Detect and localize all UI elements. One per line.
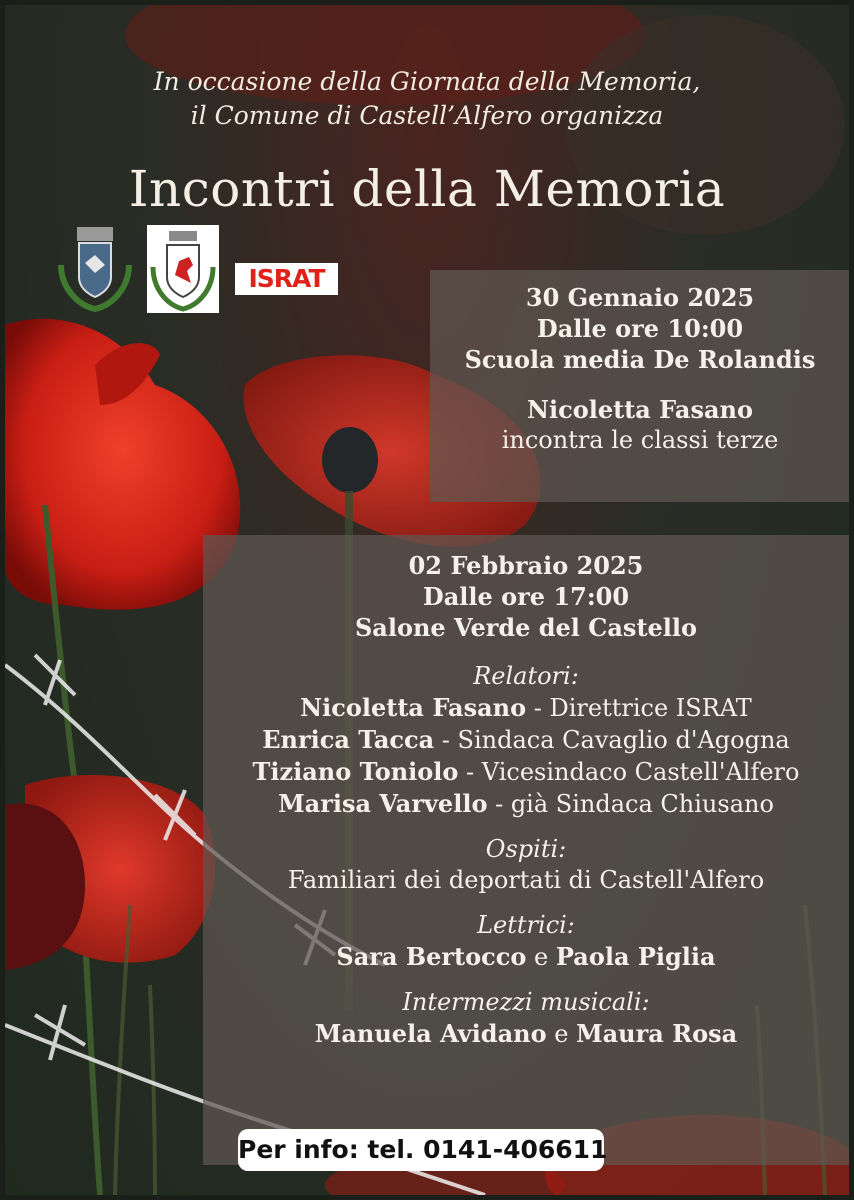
coat-of-arms-2-icon [147,225,219,313]
event-1-place: Scuola media De Rolandis [464,345,816,374]
relatore-name: Tiziano Toniolo [252,757,459,786]
event-1-date: 30 Gennaio 2025 [525,283,755,312]
relatore-role: - Sindaca Cavaglio d'Agogna [434,726,790,754]
event-2-place: Salone Verde del Castello [354,613,698,642]
coat-of-arms-1-icon [55,225,135,313]
musica-label: Intermezzi musicali: [402,988,650,1016]
intro-line-2: il Comune di Castell’Alfero organizza [190,101,664,130]
relatore-role: - già Sindaca Chiusano [487,790,774,818]
info-phone-badge[interactable]: Per info: tel. 0141-406611 [238,1129,604,1171]
relatore-name: Marisa Varvello [278,789,488,818]
lettrici-names [203,941,849,973]
poster [5,5,849,1195]
relatore-role: - Vicesindaco Castell'Alfero [458,758,800,786]
intro-line-1: In occasione della Giornata della Memoria, [153,67,701,96]
event-1-box [430,270,849,502]
page-title: Incontri della Memoria [128,160,726,218]
relatore-row [203,692,849,724]
relatore-name: Nicoletta Fasano [300,693,527,722]
conjunction: e [526,943,556,971]
lettrici-label: Lettrici: [477,911,575,939]
event-2-date: 02 Febbraio 2025 [408,551,644,580]
poppy-lower [5,775,215,970]
relatore-row [203,788,849,820]
relatore-row [203,724,849,756]
musica-names [203,1018,849,1050]
relatore-role: - Direttrice ISRAT [526,694,752,722]
ospiti-text: Familiari dei deportati di Castell'Alfero [287,866,765,894]
lettrice-name: Sara Bertocco [336,942,527,971]
event-1-description: incontra le classi terze [501,426,779,454]
event-1-speaker: Nicoletta Fasano [527,395,753,424]
intro-text [5,65,849,133]
musician-name: Maura Rosa [576,1019,738,1048]
conjunction: e [546,1020,577,1048]
relatori-label: Relatori: [473,662,579,690]
musician-name: Manuela Avidano [314,1019,547,1048]
relatore-row [203,756,849,788]
ospiti-label: Ospiti: [485,835,567,863]
event-2-time: Dalle ore 17:00 [422,582,630,611]
event-1-time: Dalle ore 10:00 [536,314,744,343]
israt-logo: ISRAT [235,263,338,295]
event-2-box [203,535,849,1165]
relatore-name: Enrica Tacca [262,725,435,754]
lettrice-name: Paola Piglia [555,942,716,971]
